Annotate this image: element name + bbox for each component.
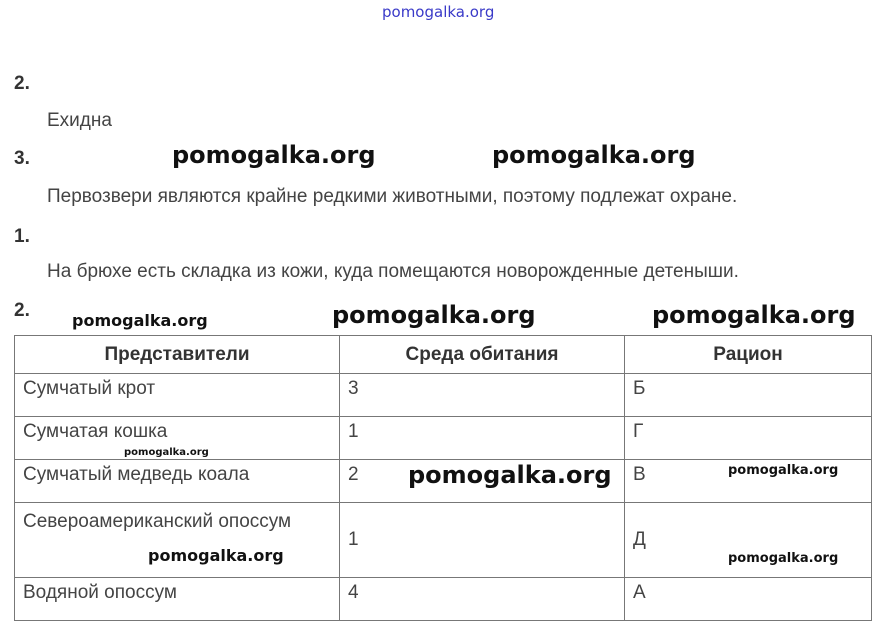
watermark: pomogalka.org [124,447,209,458]
table-row [15,578,872,621]
table-cell: Сумчатая кошка [15,417,340,460]
table-cell: Б [625,374,872,417]
table-cell: Сумчатый медведь коала [15,460,340,503]
table-cell: В [625,460,872,503]
table-cell: 2 [340,460,625,503]
table-cell: 1 [340,503,625,578]
watermark: pomogalka.org [492,141,696,169]
watermark: pomogalka.org [72,311,208,330]
table-header: Представители [15,336,340,374]
table-cell: Сумчатый крот [15,374,340,417]
item-number: 2. [14,300,30,321]
table-cell: Д [625,503,872,578]
table-cell: 1 [340,417,625,460]
watermark: pomogalka.org [728,551,839,566]
table-row [15,374,872,417]
watermark: pomogalka.org [728,463,839,478]
table-cell: А [625,578,872,621]
table-cell: Г [625,417,872,460]
table-cell: Североамериканский опоссум [15,503,340,578]
watermark: pomogalka.org [408,461,612,489]
table-cell: 4 [340,578,625,621]
item-text: Первозвери являются крайне редкими животными, поэтому подлежат охране. [47,186,738,207]
item-number: 1. [14,226,30,247]
item-number: 2. [14,73,30,94]
watermark: pomogalka.org [172,141,376,169]
watermark: pomogalka.org [332,301,536,329]
watermark-top: pomogalka.org [382,3,495,21]
table-header: Рацион [625,336,872,374]
table-cell: Водяной опоссум [15,578,340,621]
table-header-row [15,336,872,374]
item-text: Ехидна [47,110,112,131]
table-row [15,503,872,578]
watermark: pomogalka.org [652,301,856,329]
item-number: 3. [14,148,30,169]
item-text: На брюхе есть складка из кожи, куда помещаются новорожденные детеныши. [47,261,739,282]
table-header: Среда обитания [340,336,625,374]
table-cell: 3 [340,374,625,417]
watermark: pomogalka.org [148,546,284,565]
